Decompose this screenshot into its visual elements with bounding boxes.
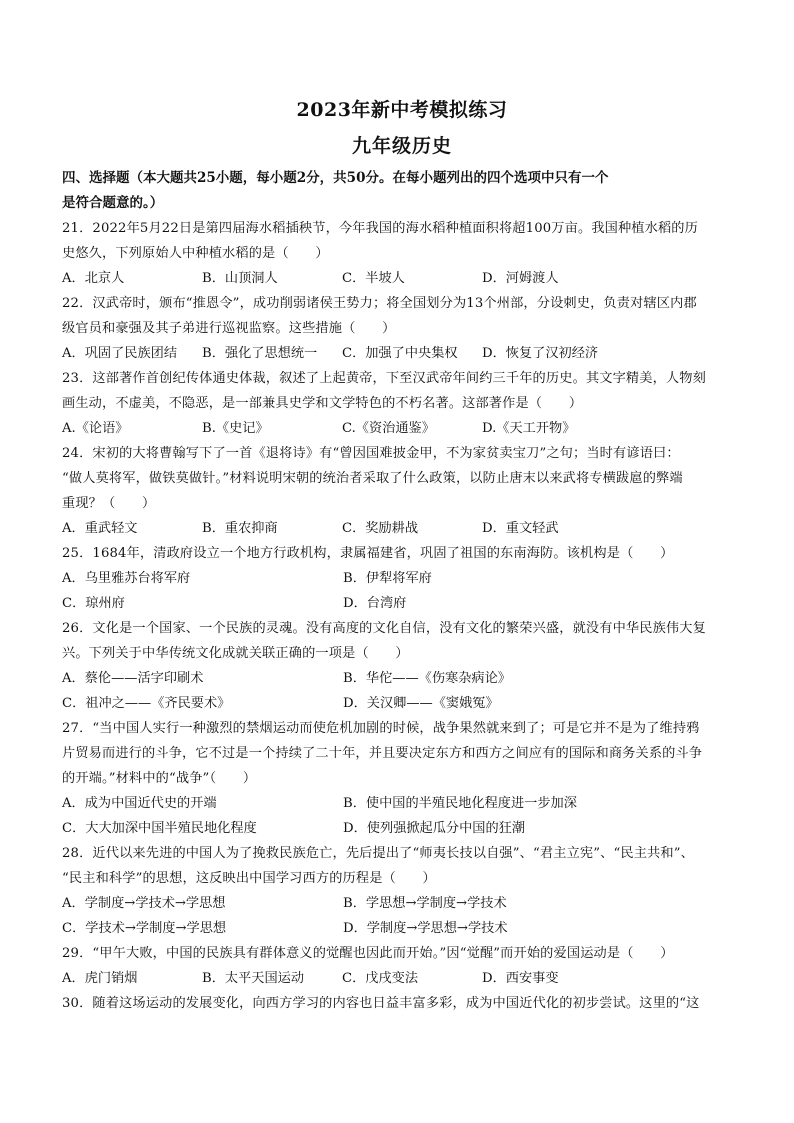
- question-stem-line: 28．近代以来先进的中国人为了挽救民族危亡，先后提出了“师夷长技以自强”、“君主立宪”、“民主共和”、: [62, 846, 694, 861]
- option-d[interactable]: D．学制度→学思想→学技术: [343, 921, 508, 936]
- option-c[interactable]: C．祖冲之——《齐民要术》: [62, 696, 231, 711]
- option-b[interactable]: B．使中国的半殖民地化程度进一步加深: [343, 796, 577, 811]
- option-a[interactable]: A．北京人: [62, 271, 125, 286]
- option-b[interactable]: B．学思想→学制度→学技术: [343, 896, 507, 911]
- question-stem-line: 重现？（ ）: [62, 496, 156, 511]
- question-stem-line: 25．1684年，清政府设立一个地方行政机构，隶属福建省，巩固了祖国的东南海防。该机构是（ ）: [62, 546, 674, 561]
- question-stem-line: 24．宋初的大将曹翰写下了一首《退将诗》有“曾因国难披金甲，不为家贫卖宝刀”之句；当时有谚语曰：: [62, 446, 680, 461]
- option-a[interactable]: A．重武轻文: [62, 521, 138, 536]
- option-a[interactable]: A．虎门销烟: [62, 971, 138, 986]
- option-b[interactable]: B．山顶洞人: [202, 271, 278, 286]
- section-heading-line: 是符合题意的。）: [62, 195, 164, 211]
- option-b[interactable]: B．伊犁将军府: [343, 571, 432, 586]
- option-b[interactable]: B.《史记》: [202, 421, 269, 436]
- option-c[interactable]: C．学技术→学制度→学思想: [62, 921, 227, 936]
- question-23: [62, 366, 742, 441]
- question-21: [62, 216, 742, 291]
- options-row: [62, 691, 742, 716]
- question-stem-line: 级官员和豪强及其子弟进行巡视监察。这些措施（ ）: [62, 321, 396, 336]
- option-d[interactable]: D．关汉卿——《窦娥冤》: [343, 696, 499, 711]
- option-d[interactable]: D．台湾府: [343, 596, 407, 611]
- options-row: [62, 341, 742, 366]
- option-d[interactable]: D.《天工开物》: [482, 421, 576, 436]
- option-b[interactable]: B．强化了思想统一: [202, 346, 318, 361]
- question-30: [62, 991, 742, 1016]
- option-d[interactable]: D．西安事变: [482, 971, 559, 986]
- page-title: 2023年新中考模拟练习: [296, 99, 508, 121]
- option-c[interactable]: C．大大加深中国半殖民地化程度: [62, 821, 257, 836]
- question-28: [62, 841, 742, 941]
- question-stem-line: 29．“甲午大败，中国的民族具有群体意义的觉醒也因此而开始。”因“觉醒”而开始的爱国运动是（ ）: [62, 946, 674, 961]
- question-stem-line: 史悠久，下列原始人中种植水稻的是（ ）: [62, 246, 329, 261]
- question-29: [62, 941, 742, 991]
- options-row: [62, 516, 742, 541]
- section-heading: [62, 166, 742, 216]
- option-c[interactable]: C．琼州府: [62, 596, 125, 611]
- question-stem-line: “做人莫将军，做铁莫做针。”材料说明宋朝的统治者采取了什么政策，以防止唐末以来武将专横跋扈的弊端: [62, 471, 683, 486]
- option-b[interactable]: B．太平天国运动: [202, 971, 305, 986]
- option-c[interactable]: C．半坡人: [342, 271, 405, 286]
- question-stem-line: 片贸易而进行的斗争，它不过是一个持续了二十年，并且要决定东方和西方之间应有的国际和商务关系的斗争: [62, 746, 703, 761]
- question-stem-line: 26．文化是一个国家、一个民族的灵魂。没有高度的文化自信，没有文化的繁荣兴盛，就没有中华民族伟大复: [62, 621, 706, 636]
- option-a[interactable]: A．巩固了民族团结: [62, 346, 178, 361]
- option-a[interactable]: A．学制度→学技术→学思想: [62, 896, 226, 911]
- option-c[interactable]: C.《资治通鉴》: [342, 421, 435, 436]
- section-heading-line: 四、选择题（本大题共25小题，每小题2分，共50分。在每小题列出的四个选项中只有一个: [62, 170, 609, 186]
- options-row: [62, 891, 742, 916]
- option-a[interactable]: A．蔡伦——活字印刷术: [62, 671, 204, 686]
- option-a[interactable]: A．成为中国近代史的开端: [62, 796, 217, 811]
- question-24: [62, 441, 742, 541]
- option-c[interactable]: C．戊戌变法: [342, 971, 419, 986]
- options-row: [62, 266, 742, 291]
- options-row: [62, 666, 742, 691]
- question-27: [62, 716, 742, 841]
- option-c[interactable]: C．奖励耕战: [342, 521, 419, 536]
- question-stem-line: 画生动，不虚美，不隐恶，是一部兼具史学和文学特色的不朽名著。这部著作是（ ）: [62, 396, 583, 411]
- question-stem-line: 22．汉武帝时，颁布“推恩令”，成功削弱诸侯王势力；将全国划分为13个州部，分设刺史，负责对辖区内郡: [62, 296, 697, 311]
- option-c[interactable]: C．加强了中央集权: [342, 346, 458, 361]
- options-row: [62, 916, 742, 941]
- option-d[interactable]: D．重文轻武: [482, 521, 559, 536]
- options-row: [62, 591, 742, 616]
- option-a[interactable]: A.《论语》: [62, 421, 129, 436]
- question-stem-line: 兴。下列关于中华传统文化成就关联正确的一项是（ ）: [62, 646, 409, 661]
- option-a[interactable]: A．乌里雅苏台将军府: [62, 571, 191, 586]
- options-row: [62, 416, 742, 441]
- question-22: [62, 291, 742, 366]
- question-stem-line: 21．2022年5月22日是第四届海水稻插秧节，今年我国的海水稻种植面积将超100万亩。我国种植水稻的历: [62, 221, 698, 236]
- question-stem-line: 23．这部著作首创纪传体通史体裁，叙述了上起黄帝，下至汉武帝年间约三千年的历史。其文字精美，人物刻: [62, 371, 706, 386]
- question-25: [62, 541, 742, 616]
- options-row: [62, 566, 742, 591]
- options-row: [62, 966, 742, 991]
- options-row: [62, 816, 742, 841]
- question-stem-line: “民主和科学”的思想，这反映出中国学习西方的历程是（ ）: [62, 871, 436, 886]
- option-d[interactable]: D．河姆渡人: [482, 271, 559, 286]
- page-subtitle: 九年级历史: [351, 135, 452, 157]
- question-stem-line: 的开端。”材料中的“战争”（ ）: [62, 771, 257, 786]
- options-row: [62, 791, 742, 816]
- option-b[interactable]: B．重农抑商: [202, 521, 278, 536]
- option-d[interactable]: D．恢复了汉初经济: [482, 346, 599, 361]
- question-stem-line: 30．随着这场运动的发展变化，向西方学习的内容也日益丰富多彩，成为中国近代化的初步尝试。这里的“这: [62, 996, 700, 1011]
- exam-page: [62, 98, 742, 1016]
- option-b[interactable]: B．华佗——《伤寒杂病论》: [343, 671, 511, 686]
- option-d[interactable]: D．使列强掀起瓜分中国的狂潮: [343, 821, 526, 836]
- question-26: [62, 616, 742, 716]
- question-stem-line: 27．“当中国人实行一种激烈的禁烟运动而使危机加剧的时候，战争果然就来到了；可是它并不是为了维持鸦: [62, 721, 700, 736]
